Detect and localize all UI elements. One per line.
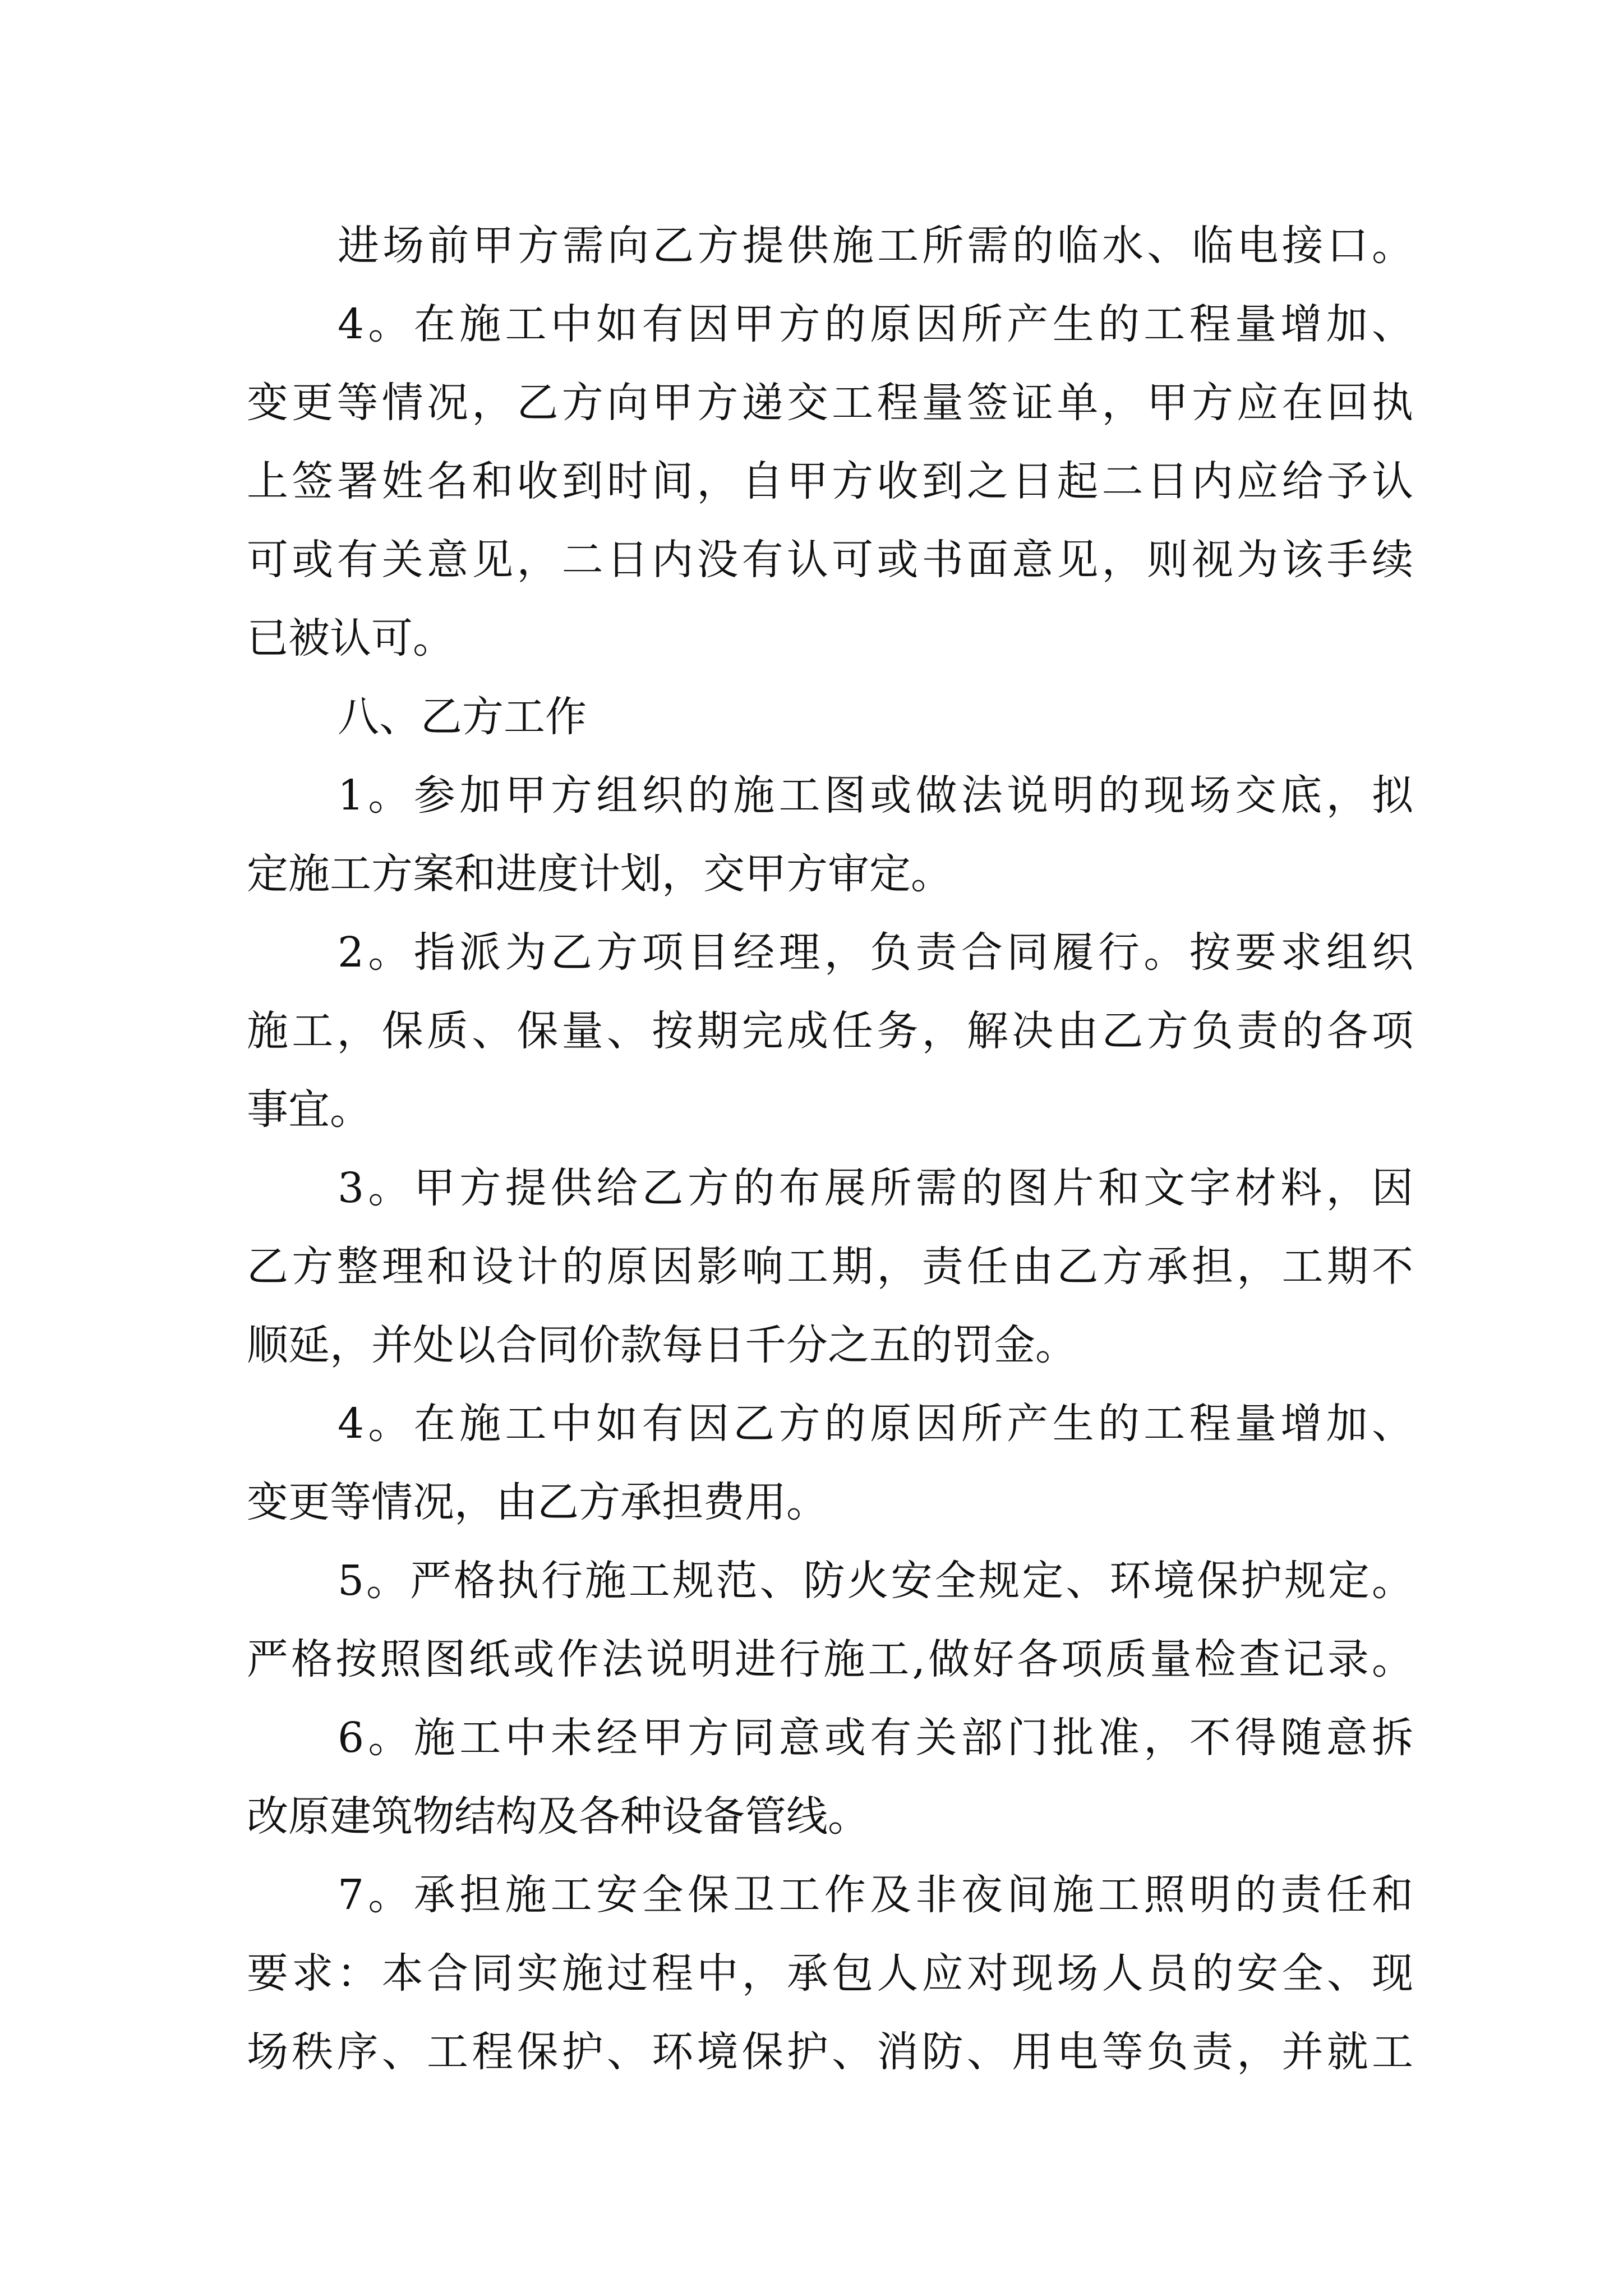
paragraph-line: 已被认可。 [247, 614, 454, 662]
paragraph-line: 要求：本合同实施过程中，承包人应对现场人员的安全、现 [247, 1949, 1413, 1998]
paragraph-line: 2。指派为乙方项目经理，负责合同履行。按要求组织 [338, 928, 1413, 977]
paragraph-line: 7。承担施工安全保卫工作及非夜间施工照明的责任和 [338, 1871, 1413, 1919]
paragraph-line: 变更等情况，由乙方承担费用。 [247, 1478, 828, 1526]
paragraph-line: 乙方整理和设计的原因影响工期，责任由乙方承担，工期不 [247, 1243, 1413, 1291]
document-body [247, 206, 1413, 2091]
paragraph-line: 事宜。 [247, 1085, 371, 1134]
paragraph-line: 顺延，并处以合同价款每日千分之五的罚金。 [247, 1321, 1077, 1369]
paragraph-line: 1。参加甲方组织的施工图或做法说明的现场交底，拟 [338, 771, 1413, 820]
paragraph-line: 变更等情况，乙方向甲方递交工程量签证单，甲方应在回执 [247, 379, 1413, 427]
paragraph-line: 4。在施工中如有因甲方的原因所产生的工程量增加、 [338, 300, 1413, 348]
paragraph-line: 4。在施工中如有因乙方的原因所产生的工程量增加、 [338, 1400, 1413, 1448]
paragraph-line: 施工，保质、保量、按期完成任务，解决由乙方负责的各项 [247, 1007, 1413, 1055]
paragraph-line: 改原建筑物结构及各种设备管线。 [247, 1792, 869, 1841]
section-heading: 八、乙方工作 [338, 693, 587, 741]
paragraph-line: 6。施工中未经甲方同意或有关部门批准，不得随意拆 [338, 1714, 1413, 1762]
paragraph-line: 场秩序、工程保护、环境保护、消防、用电等负责，并就工 [247, 2028, 1413, 2076]
paragraph-line: 定施工方案和进度计划，交甲方审定。 [247, 850, 952, 898]
paragraph-line: 3。甲方提供给乙方的布展所需的图片和文字材料，因 [338, 1164, 1413, 1212]
paragraph-line: 进场前甲方需向乙方提供施工所需的临水、临电接口。 [338, 222, 1413, 270]
paragraph-line: 上签署姓名和收到时间，自甲方收到之日起二日内应给予认 [247, 457, 1413, 505]
paragraph-line: 严格按照图纸或作法说明进行施工,做好各项质量检查记录。 [247, 1635, 1413, 1683]
paragraph-line: 可或有关意见，二日内没有认可或书面意见，则视为该手续 [247, 536, 1413, 584]
paragraph-line: 5。严格执行施工规范、防火安全规定、环境保护规定。 [338, 1557, 1413, 1605]
